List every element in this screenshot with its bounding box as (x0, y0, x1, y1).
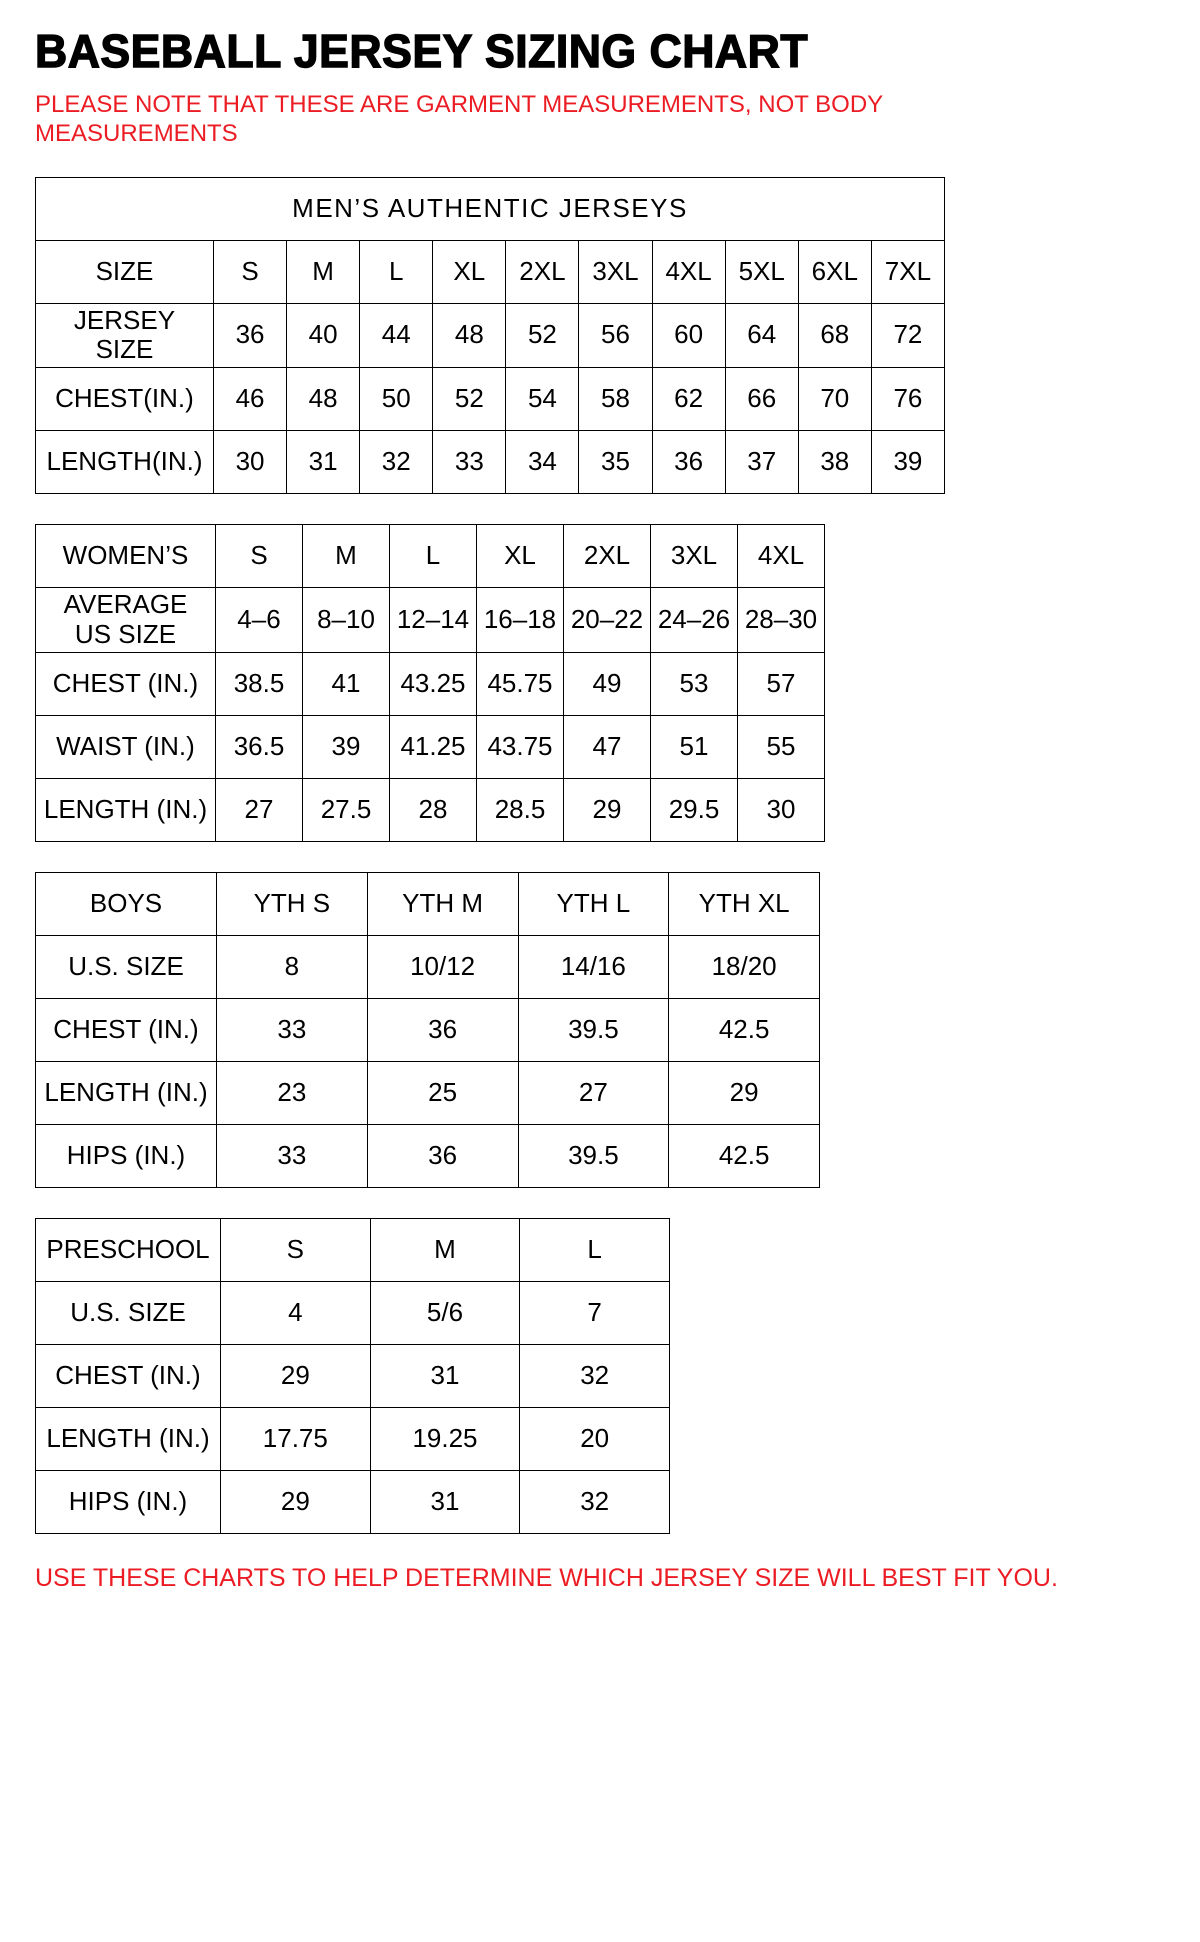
header-cell: M (303, 525, 390, 588)
page-title: BASEBALL JERSEY SIZING CHART (35, 25, 809, 77)
cell: 49 (564, 653, 651, 716)
cell: 33 (217, 1125, 368, 1188)
cell: 38.5 (216, 653, 303, 716)
header-row (36, 873, 820, 936)
cell: 20 (520, 1408, 670, 1471)
table-row (36, 1471, 670, 1534)
sizing-table-mens (35, 177, 945, 495)
cell: 28.5 (477, 779, 564, 842)
table-row (36, 779, 825, 842)
cell: 31 (370, 1471, 520, 1534)
cell: 19.25 (370, 1408, 520, 1471)
cell: 36 (652, 431, 725, 494)
sizing-table-preschool (35, 1218, 670, 1534)
sizing-table-womens (35, 524, 825, 842)
header-cell: YTH S (217, 873, 368, 936)
sizing-table-boys (35, 872, 820, 1188)
cell: 37 (725, 431, 798, 494)
cell: 27 (518, 1062, 669, 1125)
table-row (36, 936, 820, 999)
cell: 29 (221, 1471, 371, 1534)
cell: 36.5 (216, 716, 303, 779)
header-cell: S (221, 1219, 371, 1282)
cell: 56 (579, 303, 652, 368)
cell: 4 (221, 1282, 371, 1345)
row-label: LENGTH(IN.) (36, 431, 214, 494)
row-label: CHEST (IN.) (36, 653, 216, 716)
cell: 10/12 (367, 936, 518, 999)
header-cell: YTH XL (669, 873, 820, 936)
cell: 41 (303, 653, 390, 716)
cell: 29 (669, 1062, 820, 1125)
cell: 40 (287, 303, 360, 368)
cell: 52 (433, 368, 506, 431)
cell: 17.75 (221, 1408, 371, 1471)
header-cell: L (390, 525, 477, 588)
cell: 7XL (871, 240, 944, 303)
cell: 30 (738, 779, 825, 842)
cell: 47 (564, 716, 651, 779)
cell: 6XL (798, 240, 871, 303)
table-row (36, 368, 945, 431)
row-label: U.S. SIZE (36, 936, 217, 999)
cell: 58 (579, 368, 652, 431)
table-row (36, 716, 825, 779)
row-label: U.S. SIZE (36, 1282, 221, 1345)
header-cell: L (520, 1219, 670, 1282)
cell: 66 (725, 368, 798, 431)
cell: 36 (367, 1125, 518, 1188)
cell: 48 (287, 368, 360, 431)
header-label: WOMEN’S (36, 525, 216, 588)
cell: 41.25 (390, 716, 477, 779)
row-label: HIPS (IN.) (36, 1125, 217, 1188)
cell: 36 (214, 303, 287, 368)
cell: 27.5 (303, 779, 390, 842)
table-row (36, 240, 945, 303)
cell: 29 (564, 779, 651, 842)
cell: 4XL (652, 240, 725, 303)
cell: 39.5 (518, 1125, 669, 1188)
cell: M (287, 240, 360, 303)
table-row (36, 303, 945, 368)
cell: 14/16 (518, 936, 669, 999)
cell: 50 (360, 368, 433, 431)
cell: 42.5 (669, 999, 820, 1062)
cell: 68 (798, 303, 871, 368)
row-label: HIPS (IN.) (36, 1471, 221, 1534)
header-cell: XL (477, 525, 564, 588)
header-cell: 4XL (738, 525, 825, 588)
cell: L (360, 240, 433, 303)
cell: 28–30 (738, 588, 825, 653)
cell: 36 (367, 999, 518, 1062)
cell: 76 (871, 368, 944, 431)
cell: 32 (520, 1471, 670, 1534)
cell: 54 (506, 368, 579, 431)
header-cell: 2XL (564, 525, 651, 588)
cell: 30 (214, 431, 287, 494)
header-label: PRESCHOOL (36, 1219, 221, 1282)
cell: 34 (506, 431, 579, 494)
cell: 4–6 (216, 588, 303, 653)
header-cell: S (216, 525, 303, 588)
cell: 23 (217, 1062, 368, 1125)
cell: 16–18 (477, 588, 564, 653)
row-label: LENGTH (IN.) (36, 779, 216, 842)
cell: 35 (579, 431, 652, 494)
table-row (36, 431, 945, 494)
header-row (36, 1219, 670, 1282)
cell: 24–26 (651, 588, 738, 653)
cell: 51 (651, 716, 738, 779)
header-label: BOYS (36, 873, 217, 936)
cell: 27 (216, 779, 303, 842)
cell: XL (433, 240, 506, 303)
row-label: SIZE (36, 240, 214, 303)
cell: 62 (652, 368, 725, 431)
cell: 44 (360, 303, 433, 368)
cell: 42.5 (669, 1125, 820, 1188)
cell: 70 (798, 368, 871, 431)
footer-note: USE THESE CHARTS TO HELP DETERMINE WHICH JERSEY SIZE WILL BEST FIT YOU. (35, 1564, 1058, 1593)
cell: 46 (214, 368, 287, 431)
cell: S (214, 240, 287, 303)
cell: 39.5 (518, 999, 669, 1062)
cell: 7 (520, 1282, 670, 1345)
cell: 8 (217, 936, 368, 999)
row-label: CHEST (IN.) (36, 1345, 221, 1408)
cell: 38 (798, 431, 871, 494)
cell: 72 (871, 303, 944, 368)
banner-row (36, 177, 945, 240)
cell: 3XL (579, 240, 652, 303)
header-row (36, 525, 825, 588)
row-label: LENGTH (IN.) (36, 1408, 221, 1471)
cell: 29.5 (651, 779, 738, 842)
cell: 45.75 (477, 653, 564, 716)
row-label: JERSEY SIZE (36, 303, 214, 368)
cell: 33 (433, 431, 506, 494)
cell: 60 (652, 303, 725, 368)
cell: 5XL (725, 240, 798, 303)
table-banner: MEN’S AUTHENTIC JERSEYS (36, 177, 945, 240)
header-cell: YTH M (367, 873, 518, 936)
cell: 31 (287, 431, 360, 494)
row-label: CHEST (IN.) (36, 999, 217, 1062)
table-row (36, 1345, 670, 1408)
table-row (36, 999, 820, 1062)
cell: 57 (738, 653, 825, 716)
cell: 18/20 (669, 936, 820, 999)
cell: 5/6 (370, 1282, 520, 1345)
cell: 12–14 (390, 588, 477, 653)
cell: 48 (433, 303, 506, 368)
row-label: WAIST (IN.) (36, 716, 216, 779)
cell: 8–10 (303, 588, 390, 653)
tables-container (35, 177, 1165, 1535)
row-label: LENGTH (IN.) (36, 1062, 217, 1125)
row-label: AVERAGE US SIZE (36, 588, 216, 653)
cell: 20–22 (564, 588, 651, 653)
cell: 28 (390, 779, 477, 842)
cell: 43.25 (390, 653, 477, 716)
table-row (36, 1408, 670, 1471)
row-label: CHEST(IN.) (36, 368, 214, 431)
cell: 2XL (506, 240, 579, 303)
table-row (36, 653, 825, 716)
table-row (36, 588, 825, 653)
header-cell: M (370, 1219, 520, 1282)
cell: 25 (367, 1062, 518, 1125)
header-cell: 3XL (651, 525, 738, 588)
cell: 53 (651, 653, 738, 716)
garment-measurements-note: PLEASE NOTE THAT THESE ARE GARMENT MEASUREMENTS, NOT BODY MEASUREMENTS (35, 91, 883, 148)
cell: 39 (871, 431, 944, 494)
table-row (36, 1282, 670, 1345)
cell: 33 (217, 999, 368, 1062)
cell: 31 (370, 1345, 520, 1408)
header-cell: YTH L (518, 873, 669, 936)
cell: 55 (738, 716, 825, 779)
table-row (36, 1062, 820, 1125)
cell: 52 (506, 303, 579, 368)
table-row (36, 1125, 820, 1188)
cell: 29 (221, 1345, 371, 1408)
cell: 43.75 (477, 716, 564, 779)
cell: 32 (360, 431, 433, 494)
cell: 64 (725, 303, 798, 368)
cell: 32 (520, 1345, 670, 1408)
cell: 39 (303, 716, 390, 779)
